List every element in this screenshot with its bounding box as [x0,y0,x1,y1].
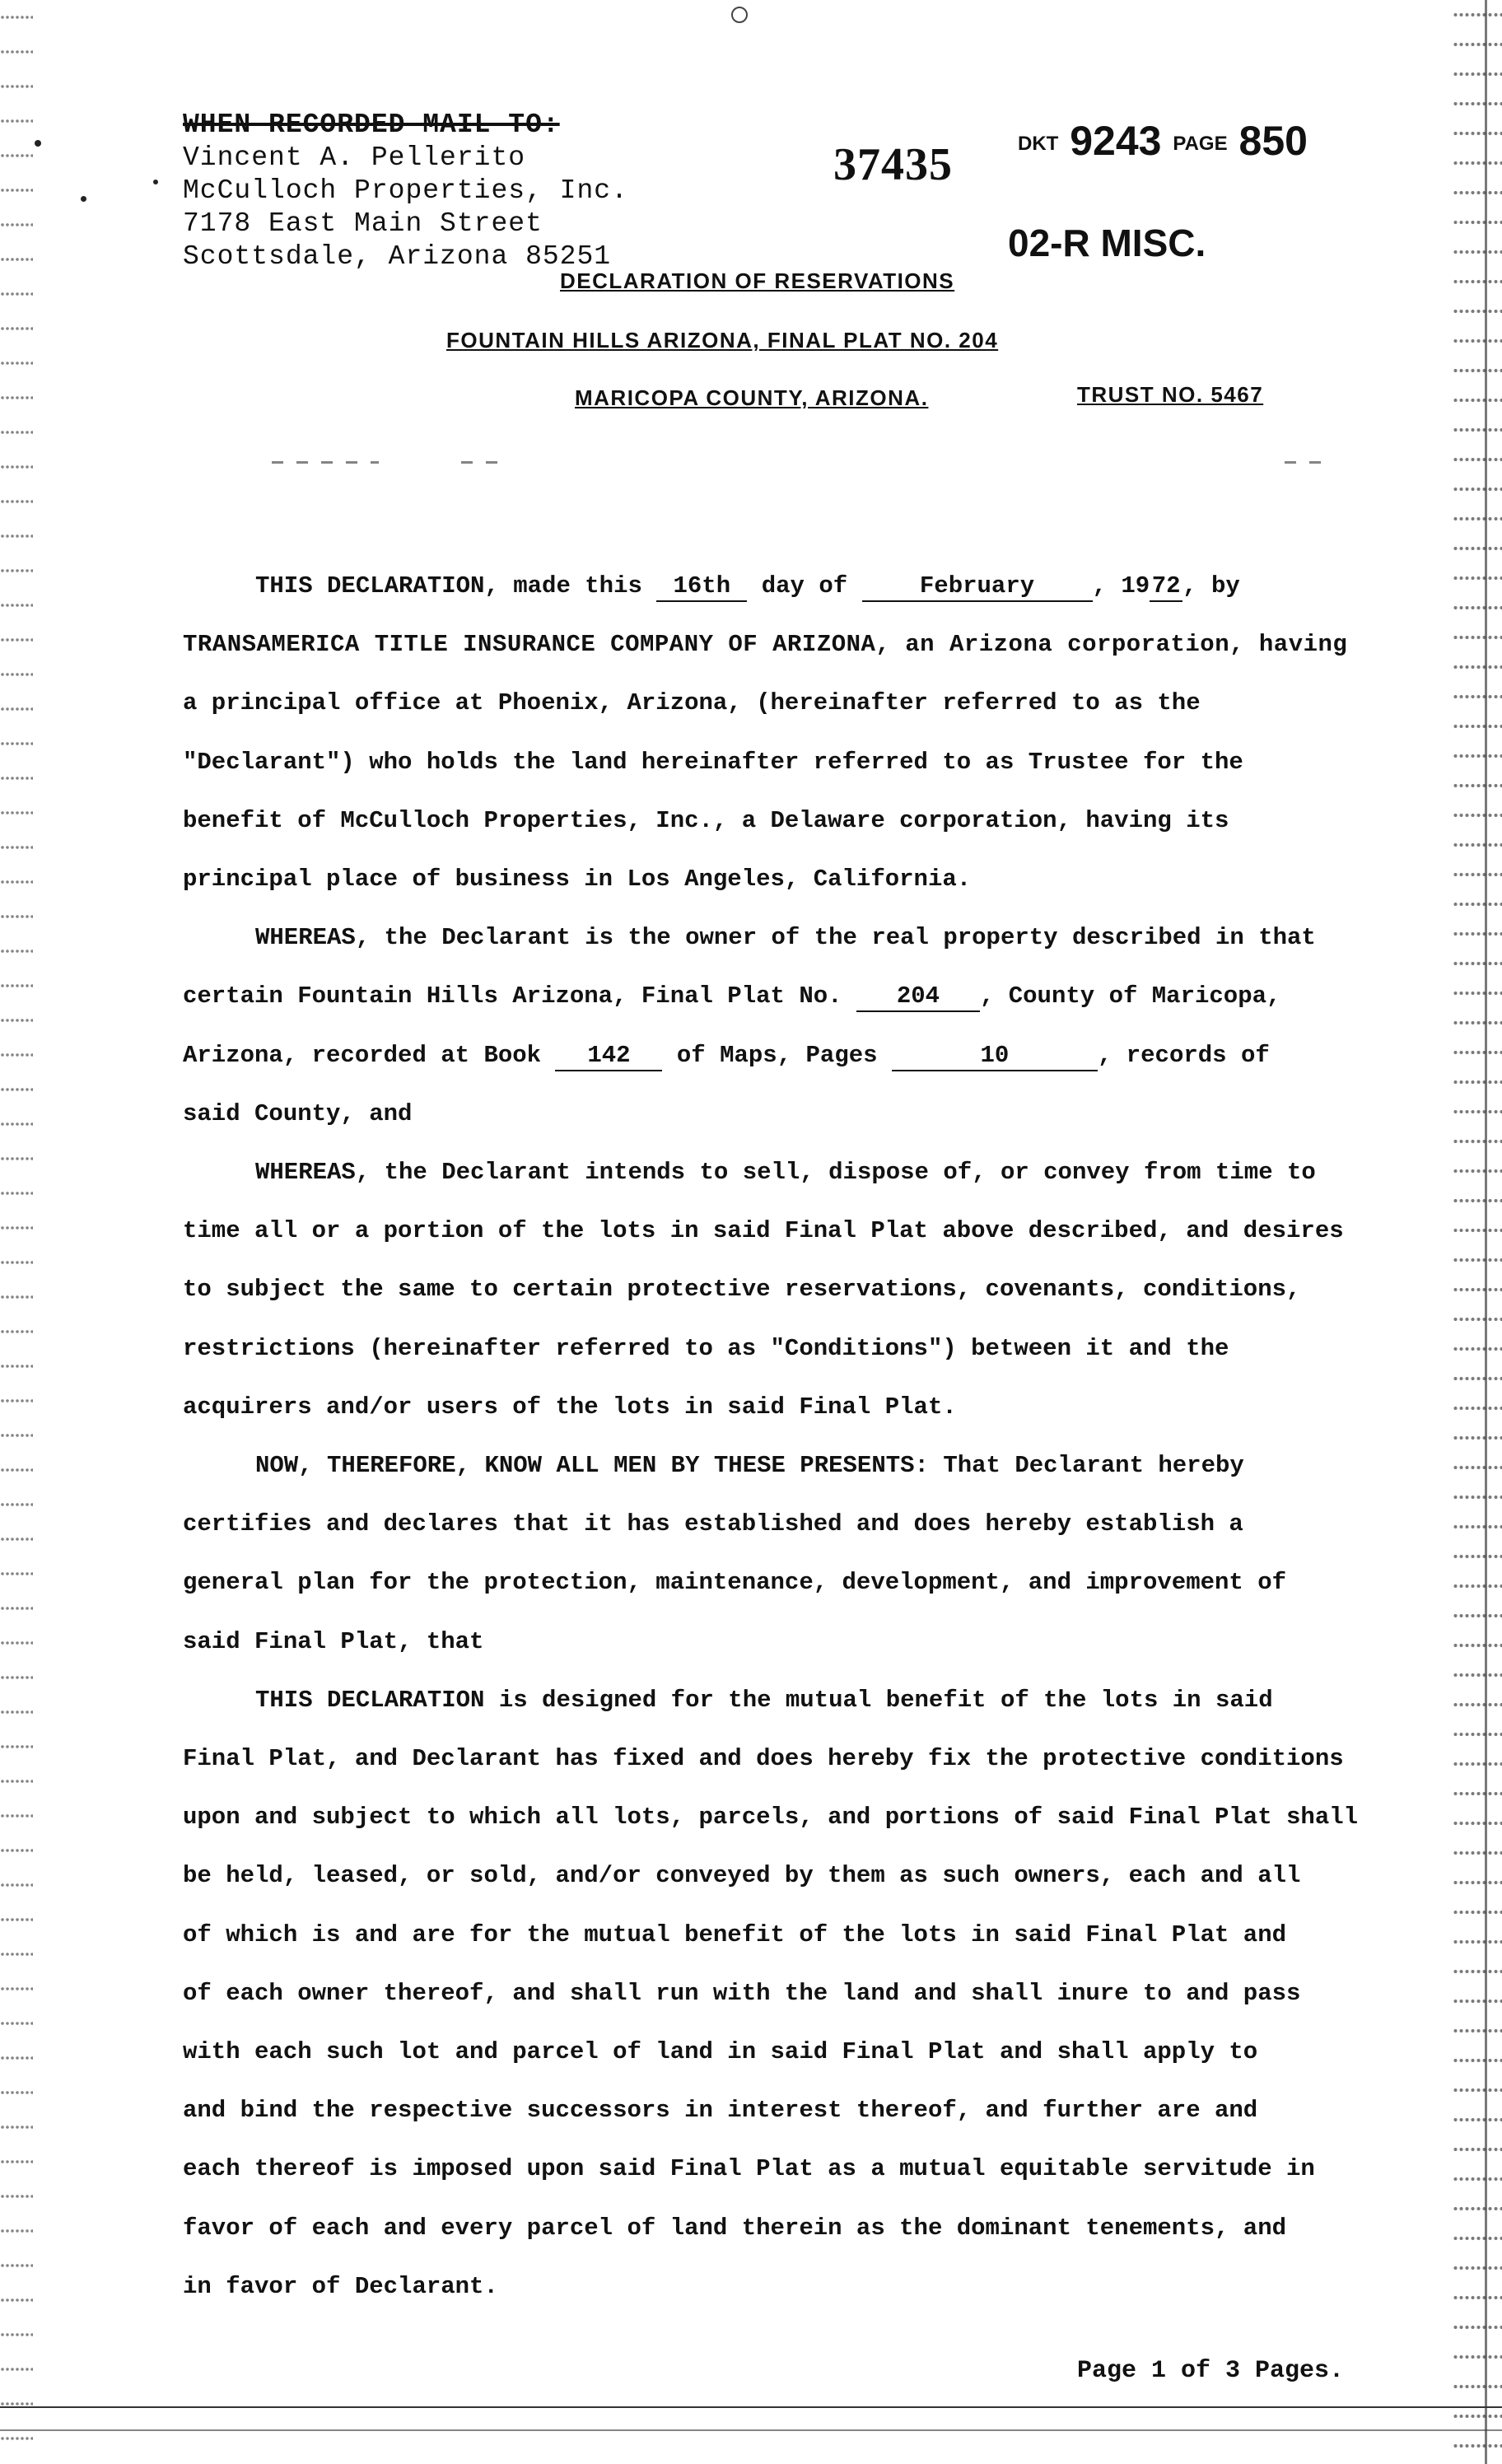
text-run: , 19 [1092,572,1150,600]
text-line: WHEREAS, the Declarant intends to sell, dispose of, or convey from time to [255,1159,1316,1187]
text-line: TRANSAMERICA TITLE INSURANCE COMPANY OF ARIZONA, an Arizona corporation, having [183,631,1348,659]
scan-speck [81,196,86,202]
plat-title: FOUNTAIN HILLS ARIZONA, FINAL PLAT NO. 204 [446,328,999,352]
text-line: restrictions (hereinafter referred to as "Conditions") between it and the [183,1334,1229,1362]
text-line: WHEREAS, the Declarant is the owner of the real property described in that [255,924,1316,952]
page-number: 850 [1238,118,1308,164]
address-line: 7178 East Main Street [183,208,543,239]
mail-to-block [183,109,628,273]
text-line: be held, leased, or sold, and/or conveyed by them as such owners, each and all [183,1862,1301,1890]
filled-blank-day: 16th [656,572,747,602]
docket-number: 9243 [1070,118,1162,164]
text-line: benefit of McCulloch Properties, Inc., a Delaware corporation, having its [183,806,1229,834]
text-line: certifies and declares that it has established and does hereby establish a [183,1510,1243,1538]
filled-blank-month: February [862,572,1093,602]
text-run: , records of [1097,1041,1270,1069]
address-line: Scottsdale, Arizona 85251 [183,241,612,272]
scan-speck [731,7,748,23]
paragraph-whereas-owner [183,908,1352,1143]
text-line [183,557,1352,615]
text-run: , County of Maricopa, [979,982,1281,1010]
text-line: general plan for the protection, maintenance, development, and improvement of [183,1569,1287,1597]
mail-to-label: WHEN RECORDED MAIL TO: [183,110,560,140]
text-run: THIS DECLARATION, made this [255,572,642,600]
page-label: PAGE [1173,132,1228,155]
filled-blank-book: 142 [555,1042,662,1071]
page-indicator: Page 1 of 3 Pages. [1077,2357,1345,2385]
scan-edge-line [1485,0,1487,2464]
text-line: said County, and [183,1099,413,1127]
text-run: Arizona, recorded at Book [183,1041,542,1069]
text-line: of which is and are for the mutual benefit of the lots in said Final Plat and [183,1920,1287,1948]
text-line [183,967,1352,1025]
scan-edge-left [0,0,33,2464]
scan-dash [272,461,379,464]
scan-dash [461,461,511,464]
text-line: THIS DECLARATION is designed for the mutual benefit of the lots in said [255,1686,1273,1714]
filled-blank-year: 72 [1150,572,1182,602]
scan-bottom-rule [0,2429,1502,2431]
scan-edge-right [1453,0,1502,2464]
text-line: Final Plat, and Declarant has fixed and does hereby fix the protective conditions [183,1745,1344,1773]
recording-number: 37435 [833,139,953,190]
docket-stamp [1018,117,1308,165]
text-line [183,1026,1352,1085]
paragraph-whereas-sell [183,1143,1352,1436]
text-line: a principal office at Phoenix, Arizona, (hereinafter referred to as the [183,689,1201,717]
scan-speck [153,180,158,184]
filled-blank-pages: 10 [892,1042,1098,1071]
text-run: certain Fountain Hills Arizona, Final Plat No. [183,982,842,1010]
text-line: favor of each and every parcel of land therein as the dominant tenements, and [183,2214,1287,2242]
docket-label: DKT [1018,132,1059,155]
misc-stamp: 02-R MISC. [1008,222,1206,264]
county-title: MARICOPA COUNTY, ARIZONA. [575,385,929,410]
text-line: said Final Plat, that [183,1627,484,1655]
text-line: upon and subject to which all lots, parcels, and portions of said Final Plat shall [183,1804,1359,1832]
scan-dash [1285,461,1334,464]
text-line: of each owner thereof, and shall run with the land and shall inure to and pass [183,1979,1301,2007]
scan-bottom-rule [0,2406,1502,2408]
scan-speck [35,140,41,147]
paragraph-intro [183,557,1352,908]
text-line: with each such lot and parcel of land in said Final Plat and shall apply to [183,2038,1258,2066]
filled-blank-plat-no: 204 [856,982,980,1012]
text-line: principal place of business in Los Angeles, California. [183,866,972,894]
text-line: acquirers and/or users of the lots in said Final Plat. [183,1393,957,1421]
text-run: day of [761,572,848,600]
paragraph-this-declaration [183,1671,1359,2316]
paragraph-now-therefore [183,1436,1352,1671]
text-line: to subject the same to certain protective reservations, covenants, conditions, [183,1276,1301,1304]
text-line: time all or a portion of the lots in said Final Plat above described, and desires [183,1217,1344,1245]
text-run: of Maps, Pages [676,1041,878,1069]
address-line: McCulloch Properties, Inc. [183,175,628,206]
trust-number: TRUST NO. 5467 [1077,382,1264,407]
address-line: Vincent A. Pellerito [183,142,526,173]
text-line: each thereof is imposed upon said Final Plat as a mutual equitable servitude in [183,2155,1315,2183]
text-line: in favor of Declarant. [183,2272,498,2300]
text-line: "Declarant") who holds the land hereinafter referred to as Trustee for the [183,748,1243,776]
text-line: and bind the respective successors in interest thereof, and further are and [183,2097,1258,2125]
text-run: , by [1182,572,1240,600]
declaration-title: DECLARATION OF RESERVATIONS [560,268,955,293]
declaration-body [183,557,1359,2316]
text-line: NOW, THEREFORE, KNOW ALL MEN BY THESE PRESENTS: That Declarant hereby [255,1452,1244,1480]
